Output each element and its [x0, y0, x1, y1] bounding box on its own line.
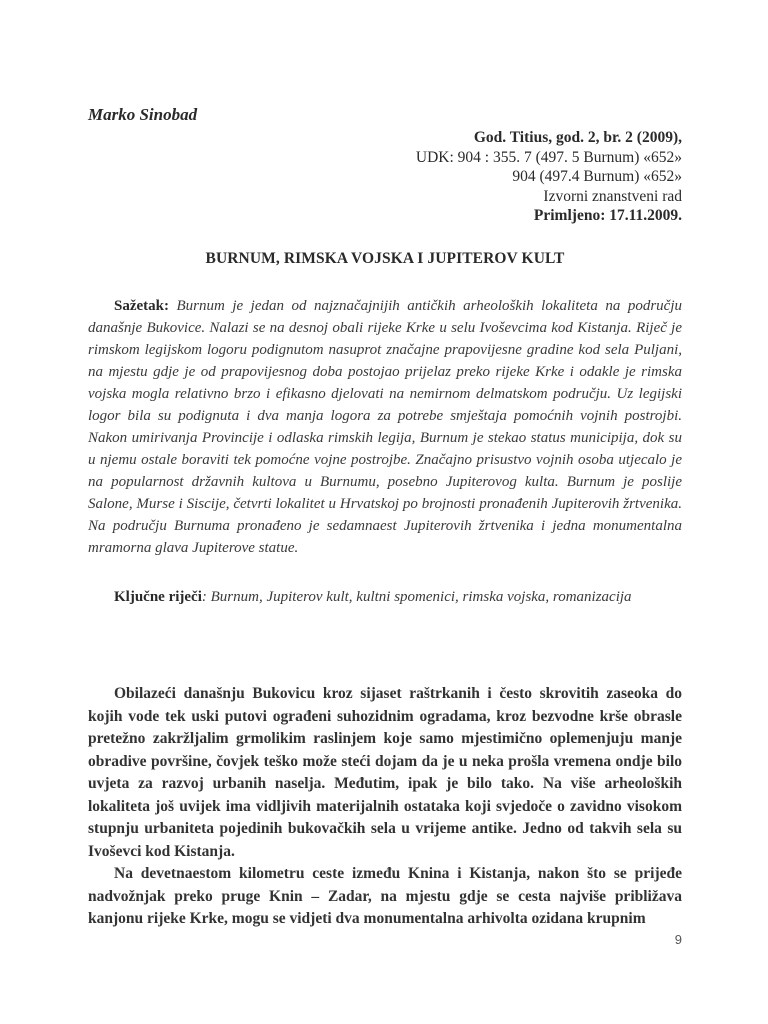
publication-meta	[416, 128, 682, 226]
body-paragraph-2: Na devetnaestom kilometru ceste između Knina i Kistanja, nakon što se prijeđe nadvožnjak preko pruge Knin – Zadar, na mjestu gdje se cesta najviše približava kanjonu rijeke Krke, mogu se vidjeti dva monumentalna arhivolta ozidana krupnim	[88, 865, 682, 927]
udk-classification: UDK: 904 : 355. 7 (497. 5 Burnum) «652»	[415, 148, 682, 166]
keywords-text: : Burnum, Jupiterov kult, kultni spomenici, rimska vojska, romanizacija	[201, 589, 632, 605]
abstract-text: Burnum je jedan od najznačajnijih antičkih arheoloških lokaliteta na području današnje Bukovice. Nalazi se na desnoj obali rijeke Krke u selu Ivoševcima kod Kistanja. Riječ je rimskom legijskom logoru podignutom nasuprot značajne prapovijesne gradine kod sela Puljani, na mjestu gdje je od prapovijesnog doba postojao prijelaz preko rijeke Krke i odakle je rimska vojska mogla relativno brzo i efikasno djelovati na nemirnom delmatskom području. Uz legijski logor bila su podignuta i dva manja logora za potrebe smještaja pomoćnih vojnih postrojbi. Nakon umirivanja Provincije i odlaska rimskih legija, Burnum je stekao status municipija, dok su u njemu ostale boraviti tek pomoćne vojne postrojbe. Značajno prisustvo vojnih osoba utjecalo je na popularnost državnih kultova u Burnumu, posebno Jupiterovog kulta. Burnum je poslije Salone, Murse i Siscije, četvrti lokalitet u Hrvatskoj po brojnosti pronađenih Jupiterovih žrtvenika. Na području Burnuma pronađeno je sedamnaest Jupiterovih žrtvenika i jedna monumentalna mramorna glava Jupiterove statue.	[88, 298, 682, 556]
article-type: Izvorni znanstveni rad	[543, 187, 682, 205]
keywords-label: Ključne riječi	[114, 589, 202, 605]
author-name: Marko Sinobad	[88, 105, 198, 124]
body-paragraph-1: Obilazeći današnju Bukovicu kroz sijaset raštrkanih i često skrovitih zaseoka do kojih vode tek uski putovi ograđeni suhozidnim ogradama, kroz bezvodne krše obrasle pretežno zakržljalim grmolikim raslinjem koje samo mjestimično oplemenjuju manje obradive površine, čovjek teško može steći dojam da je u neka prošla vremena ondje bilo uvjeta za razvoj urbanih naselja. Međutim, ipak je bilo tako. Na više arheoloških lokaliteta još uvijek ima vidljivih materijalnih ostataka koji svjedoče o zavidno visokom stupnju urbaniteta pojedinih bukovačkih sela u vrijeme antike. Jedno od takvih sela su Ivoševci kod Kistanja.	[88, 685, 682, 860]
keywords	[88, 586, 682, 608]
received-date: Primljeno: 17.11.2009.	[533, 207, 682, 224]
journal-citation: God. Titius, god. 2, br. 2 (2009),	[473, 129, 682, 146]
abstract	[88, 295, 682, 559]
page-number: 9	[674, 932, 682, 947]
udk-classification-secondary: 904 (497.4 Burnum) «652»	[512, 168, 682, 185]
article-body	[88, 683, 682, 931]
article-title: BURNUM, RIMSKA VOJSKA I JUPITEROV KULT	[205, 250, 565, 267]
abstract-label: Sažetak:	[114, 298, 169, 314]
